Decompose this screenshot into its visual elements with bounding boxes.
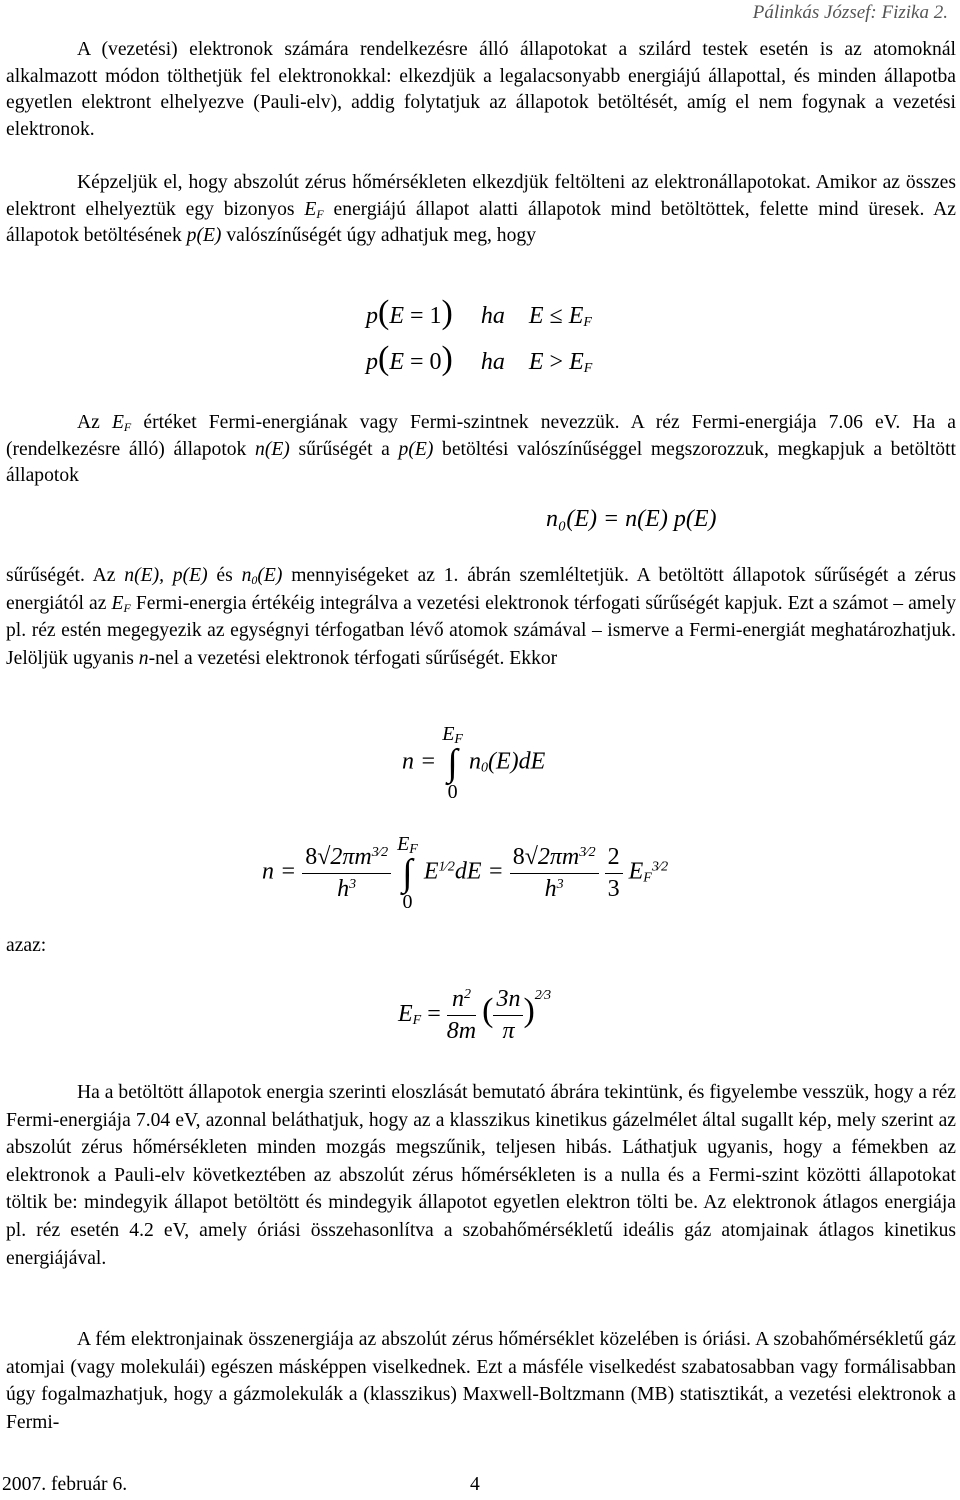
paragraph-3: Az $E_F$ értéket Fermi-energiának vagy Fermi-szintnek nevezzük. A réz Fermi-energiája 7.06 eV. Ha a (rendelkezésre álló) állapotok n(E) sűrűségét a p(E) betöltési valószínűséggel megszorozzuk, megkapjuk a betöltött állapotok: [6, 412, 956, 487]
page-header: Pálinkás József: Fizika 2.: [752, 2, 948, 23]
equation-occupied-density: n₀(E) = n(E) p(E): [546, 506, 717, 532]
fraction-two-thirds: $\frac{2}{3}$: [605, 844, 623, 903]
label-azaz: azaz:: [6, 935, 47, 956]
fraction-n2-8m: $\frac{n^2}{8m}$: [446, 986, 477, 1044]
footer-page-number: 4: [470, 1474, 480, 1495]
integral-sign: $E_F$ ∫ 0: [442, 723, 463, 803]
paragraph-4: sűrűségét. Az n(E), p(E) és $n_0(E)$ mennyiségeket az 1. ábrán szemléltetjük. A betöltött állapotok sűrűségét a zérus energiától az $E_F$ Fermi-energia értékéig integrálva a vezetési elektronok térfogati sűrűségét kapjuk. Ezt a számot – amely pl. réz estén megegyezik az egységnyi térfogatban lévő atomok számával – ismerve a Fermi-energiát meghatározhatjuk. Jelöljük ugyanis n-nel a vezetési elektronok térfogati sűrűségét. Ekkor: [6, 565, 956, 669]
equation-electron-density-result: n = $\frac{8√2\pi m^{3⁄2}}{h^3}$ $E_F$ ∫ 0 $E^{1⁄2}dE$ = $\frac{8√2\pi m^{3⁄2}}{h^3}$ $\frac{2}{3}$ $E_F^{3⁄2}$: [262, 833, 669, 913]
paragraph-1: A (vezetési) elektronok számára rendelkezésre álló állapotokat a szilárd testek esetén is az atomoknál alkalmazott módon tölthetjük fel elektronokkal: elkezdjük a legalacsonyabb energiájú állapottal, és minden állapotba egyetlen elektront elhelyezve (Pauli-elv), addig folytatjuk az állapotok betöltését, amíg el nem fogynak a vezetési elektronok.: [6, 39, 956, 140]
equation-electron-density-integral: n = $E_F$ ∫ 0 $n_0(E)dE$: [402, 723, 546, 803]
paragraph-2: Képzeljük el, hogy abszolút zérus hőmérsékleten elkezdjük feltölteni az elektronállapotokat. Amikor az összes elektront elhelyeztük egy bizonyos $E_F$ energiájú állapot alatti állapotok mind betöltöttek, felette mind üresek. Az állapotok betöltésének p(E) valószínűségét úgy adhatjuk meg, hogy: [6, 172, 956, 247]
equation-occupation-2: p(E = 0) ha $E > E_F$: [366, 340, 593, 377]
equation-occupation-1: p(E = 1) ha $E \le E_F$: [366, 294, 592, 331]
footer-date: 2007. február 6.: [2, 1474, 128, 1495]
paragraph-6: A fém elektronjainak összenergiája az abszolút zérus hőmérséklet közelében is óriási. A szobahőmérsékletű gáz atomjai (vagy molekulái) egészen másképpen viselkednek. Ezt a másféle viselkedést szabatosabban vagy formálisabban úgy fogalmazhatjuk, hogy a gázmolekulák a (klasszikus) Maxwell-Boltzmann (MB) statisztikát, a vezetési elektronok a Fermi-: [6, 1329, 956, 1433]
fermi-energy-symbol: $E_F$: [304, 198, 324, 221]
fraction-prefactor-2: $\frac{8√2\pi m^{3⁄2}}{h^3}$: [510, 844, 599, 903]
fraction-prefactor-1: $\frac{8√2\pi m^{3⁄2}}{h^3}$: [302, 844, 391, 903]
fraction-3n-pi: $\frac{3n}{\pi}$: [493, 986, 523, 1045]
integral-sign-2: $E_F$ ∫ 0: [397, 833, 418, 913]
equation-fermi-energy: $E_F$ = $\frac{n^2}{8m}$ ( $\frac{3n}{\pi}$ )$^{2⁄3}$: [398, 986, 552, 1044]
paragraph-5: Ha a betöltött állapotok energia szerinti eloszlását bemutató ábrára tekintünk, és figyelembe vesszük, hogy a réz Fermi-energiája 7.04 eV, azonnal beláthatjuk, hogy az a klasszikus kinetikus gázelmélet által sugallt kép, mely szerint az abszolút zérus hőmérsékleten minden mozgás megszűnik, teljesen hibás. Láthatjuk ugyanis, hogy a fémekben az elektronok a Pauli-elv következtében az abszolút zérus hőmérsékleten is a nulla és a Fermi-szint közötti állapotokat töltik be: mindegyik állapot betöltött és mindegyik állapotot egyetlen elektron tölti be. Az elektronok átlagos energiája pl. réz esetén 4.2 eV, amely óriási összehasonlítva a szobahőmérsékletű ideális gáz atomjainak átlagos kinetikus energiájával.: [6, 1082, 956, 1269]
